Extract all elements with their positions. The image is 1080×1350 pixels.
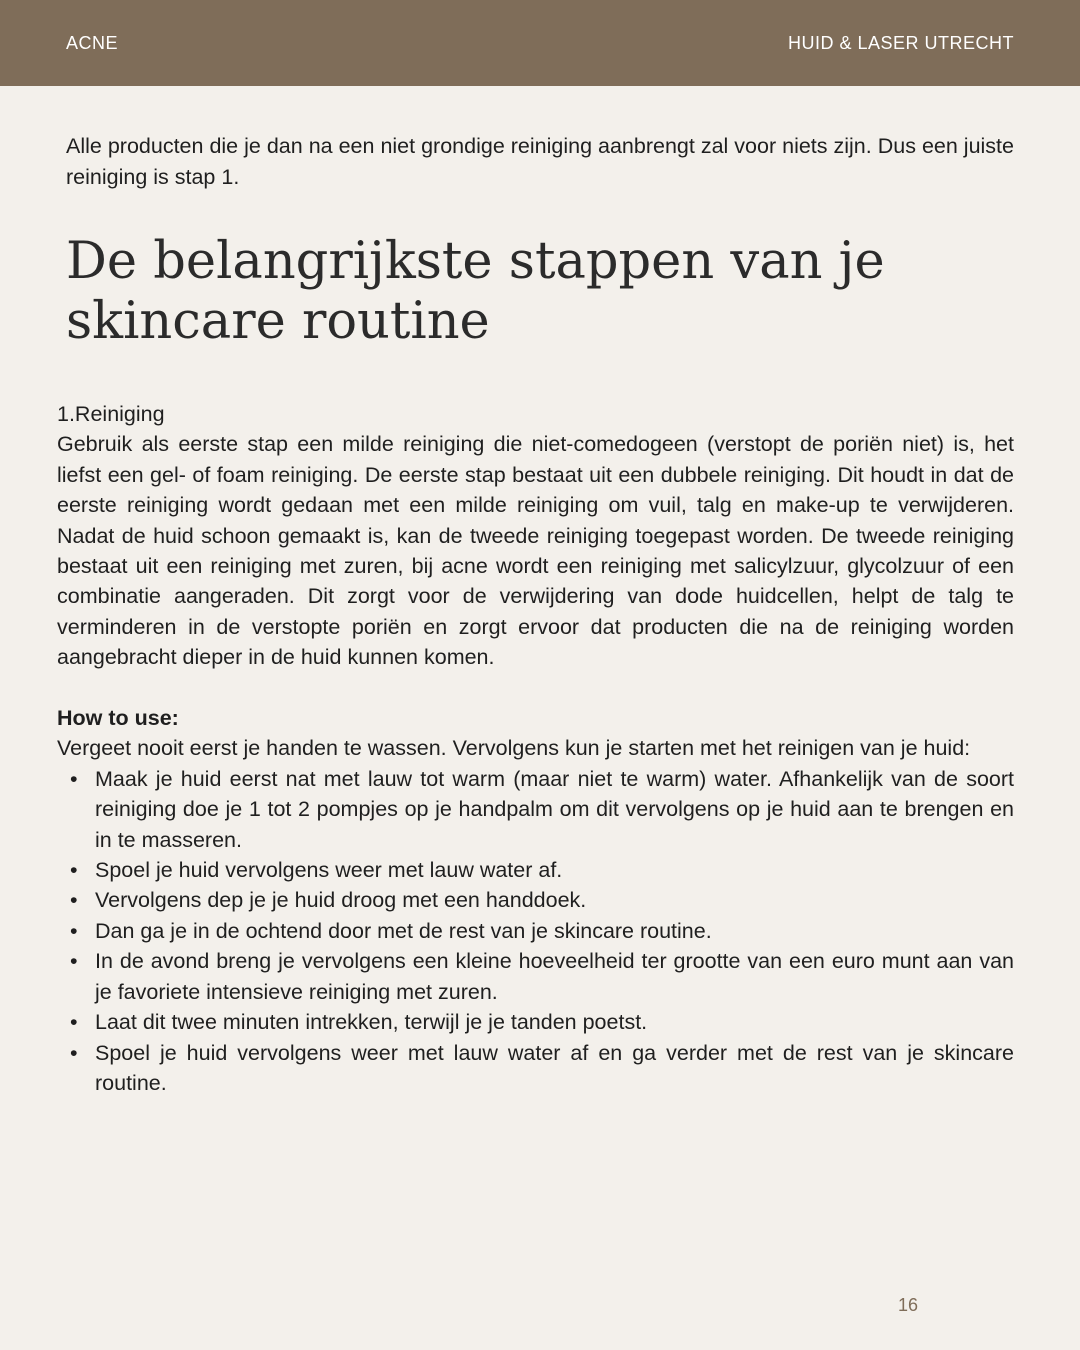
bullet-icon: • — [70, 1040, 78, 1065]
list-item-text: Dan ga je in de ochtend door met de rest van je skincare routine. — [95, 918, 712, 943]
list-item-text: Laat dit twee minuten intrekken, terwijl je je tanden poetst. — [95, 1010, 648, 1035]
page-title: De belangrijkste stappen van je skincare routine — [66, 232, 885, 351]
header-brand-label: HUID & LASER UTRECHT — [787, 33, 1014, 53]
list-item — [70, 916, 1014, 946]
bullet-icon: • — [70, 918, 78, 943]
section-paragraph: Gebruik als eerste stap een milde reiniging die niet-comedogeen (verstopt de poriën niet) is, het liefst een gel- of foam reiniging. De eerste stap bestaat uit een dubbele reiniging. Dit houdt in dat de eerste reiniging wordt gedaan met een milde reiniging om vuil, talg en make-up te verwijderen. Nadat de huid schoon gemaakt is, kan de tweede reiniging toegepast worden. De tweede reiniging bestaat uit een reiniging met zuren, bij acne wordt een reiniging met salicylzuur, glycolzuur of een combinatie aangeraden. Dit zorgt voor de verwijdering van dode huidcellen, helpt de talg te verminderen in de verstopte poriën en zorgt ervoor dat producten die na de reiniging worden aangebracht dieper in de huid kunnen komen. — [57, 432, 1014, 670]
bullet-icon: • — [70, 888, 78, 913]
section-heading: 1.Reiniging — [57, 402, 165, 426]
howto-intro: Vergeet nooit eerst je handen te wassen. Vervolgens kun je starten met het reinigen van je huid: — [57, 736, 971, 761]
list-item — [70, 1007, 1014, 1037]
intro-paragraph: Alle producten die je dan na een niet grondige reiniging aanbrengt zal voor niets zijn. Dus een juiste reiniging is stap 1. — [66, 134, 1014, 189]
list-item — [70, 946, 1014, 1007]
list-item-text: Spoel je huid vervolgens weer met lauw water af. — [95, 858, 563, 883]
header-section-label: ACNE — [66, 33, 119, 53]
list-item — [70, 855, 1014, 885]
list-item-text: Spoel je huid vervolgens weer met lauw water af en ga verder met de rest van je skincare routine. — [95, 1040, 1014, 1095]
bullet-icon: • — [70, 949, 78, 974]
list-item — [70, 764, 1014, 855]
howto-label: How to use: — [57, 706, 179, 731]
bullet-icon: • — [70, 1010, 78, 1035]
list-item-text: In de avond breng je vervolgens een kleine hoeveelheid ter grootte van een euro munt aan van je favoriete intensieve reiniging met zuren. — [95, 949, 1014, 1004]
header-bar — [0, 0, 1080, 86]
steps-list — [57, 764, 1014, 1098]
list-item — [70, 1038, 1014, 1099]
bullet-icon: • — [70, 766, 78, 791]
list-item — [70, 885, 1014, 915]
bullet-icon: • — [70, 858, 78, 883]
list-item-text: Vervolgens dep je je huid droog met een handdoek. — [95, 888, 587, 913]
spacer — [57, 673, 1014, 703]
list-item-text: Maak je huid eerst nat met lauw tot warm (maar niet te warm) water. Afhankelijk van de soort reiniging doe je 1 tot 2 pompjes op je handpalm om dit vervolgens op je huid aan te brengen en in te masseren. — [95, 766, 1014, 852]
page-number: 16 — [898, 1295, 919, 1315]
section-content — [57, 399, 1014, 1098]
